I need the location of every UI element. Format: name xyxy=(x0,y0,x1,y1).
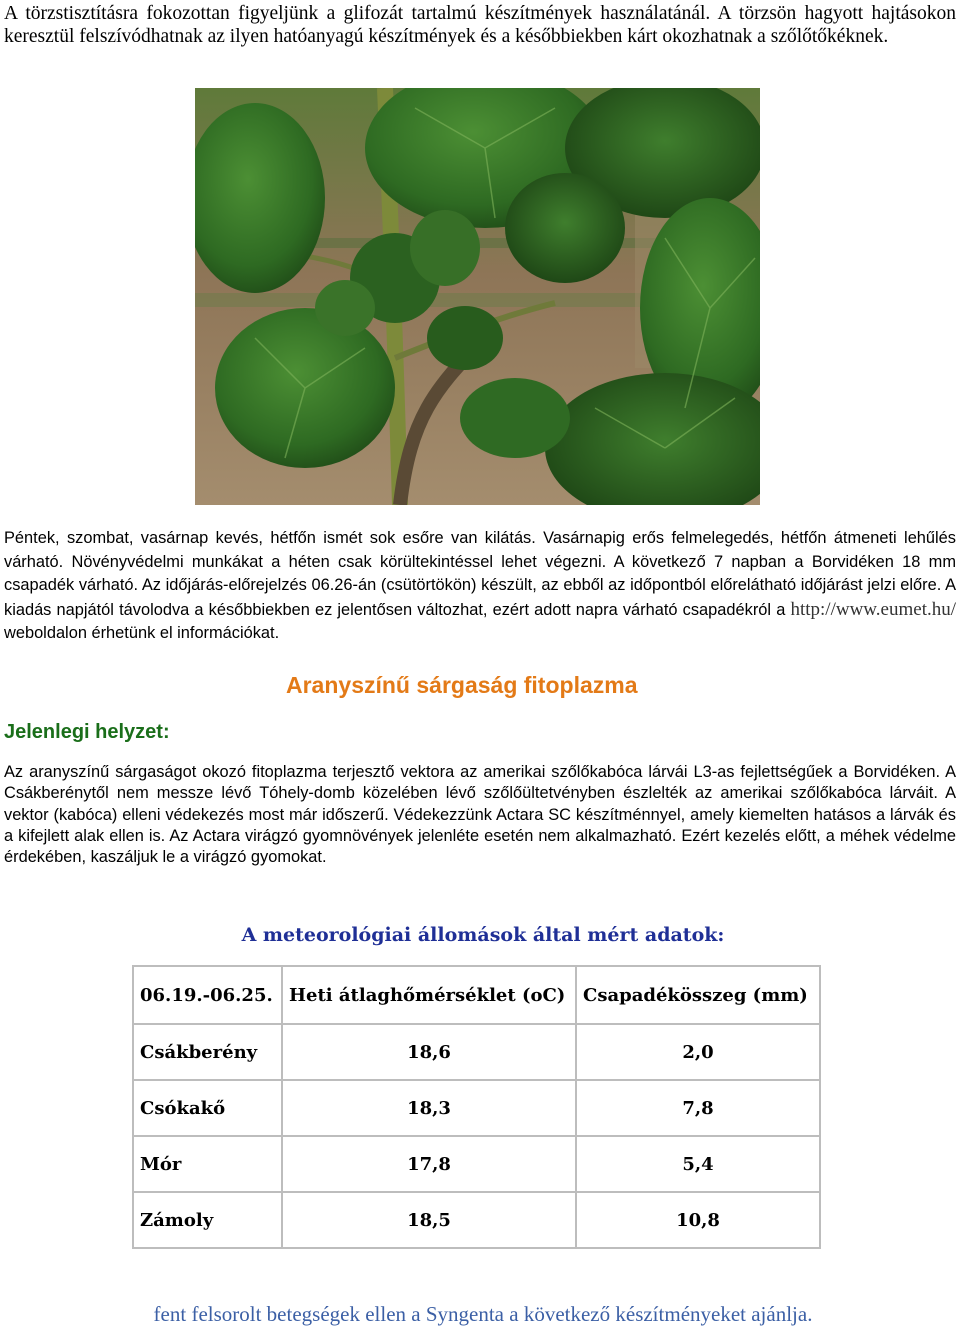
eumet-link[interactable]: http://www.eumet.hu/ xyxy=(790,598,956,620)
table-row xyxy=(133,1080,820,1136)
table-title: A meteorológiai állomások által mért adatok: xyxy=(241,924,725,946)
header-period: 06.19.-06.25. xyxy=(133,966,282,1024)
status-paragraph: Az aranyszínű sárgaságot okozó fitoplazma terjesztő vektora az amerikai szőlőkabóca lárvái L3-as fejlettségűek a Borvidéken. A Csákberénytől nem messze lévő Tóhely-domb közelében lévő szőlőültetvényben észlelték az amerikai szőlőkabóca lárváit. A vektor (kabóca) elleni védekezés most már időszerű. Védekezzünk Actara SC készítménnyel, amely kiemelten hatásos a lárvák és a kifejlett alak ellen is. Az Actara virágzó gyomnövények jelenléte esetén nem alkalmazható. Ezért kezelés előtt, a méhek védelme érdekében, kaszáljuk le a virágzó gyomokat. xyxy=(4,763,956,867)
precipitation-value: 10,8 xyxy=(576,1192,820,1248)
table-row xyxy=(133,1136,820,1192)
precipitation-value: 5,4 xyxy=(576,1136,820,1192)
section-title: Aranyszínű sárgaság fitoplazma xyxy=(286,672,638,698)
intro-paragraph: A törzstisztításra fokozottan figyeljünk a glifozát tartalmú készítmények használatánál. A törzsön hagyott hajtásokon keresztül felszívódhatnak az ilyen hatóanyagú készítmények és a későbbiekben kárt okozhatnak a szőlőtőkéknek. xyxy=(4,3,956,47)
weather-text: Péntek, szombat, vasárnap kevés, hétfőn ismét sok esőre van kilátás. Vasárnapig erős felmelegedés, hétfőn átmeneti lehűlés várható. Növényvédelmi munkákat a héten csak körültekintéssel lehet végezni. A következő 7 napban a Borvidéken 18 mm csapadék várható. Az időjárás-előrejelzés 06.26-án (csütörtökön) készült, az ebből az időpontból előrelátható időjárást jelzi előre. A kiadás napjától távolodva a későbbiekben ez jelentősen változhat, ezért adott napra várható csapadékról a xyxy=(4,529,956,619)
weather-paragraph xyxy=(4,527,956,646)
precipitation-value: 7,8 xyxy=(576,1080,820,1136)
weather-station-table xyxy=(132,965,821,1249)
weather-text-end: weboldalon érhetünk el információkat. xyxy=(4,624,280,642)
table-row xyxy=(133,1192,820,1248)
temperature-value: 17,8 xyxy=(282,1136,576,1192)
status-heading: Jelenlegi helyzet: xyxy=(4,721,170,743)
header-temperature: Heti átlaghőmérséklet (oC) xyxy=(282,966,576,1024)
temperature-value: 18,6 xyxy=(282,1024,576,1080)
footer-recommendation: fent felsorolt betegségek ellen a Syngenta a következő készítményeket ajánlja. xyxy=(153,1302,813,1326)
table-row xyxy=(133,1024,820,1080)
station-name: Mór xyxy=(133,1136,282,1192)
station-name: Zámoly xyxy=(133,1192,282,1248)
table-header-row xyxy=(133,966,820,1024)
grapevine-leaf-photo xyxy=(195,88,760,505)
station-name: Csákberény xyxy=(133,1024,282,1080)
header-precipitation: Csapadékösszeg (mm) xyxy=(576,966,820,1024)
station-name: Csókakő xyxy=(133,1080,282,1136)
temperature-value: 18,5 xyxy=(282,1192,576,1248)
temperature-value: 18,3 xyxy=(282,1080,576,1136)
precipitation-value: 2,0 xyxy=(576,1024,820,1080)
